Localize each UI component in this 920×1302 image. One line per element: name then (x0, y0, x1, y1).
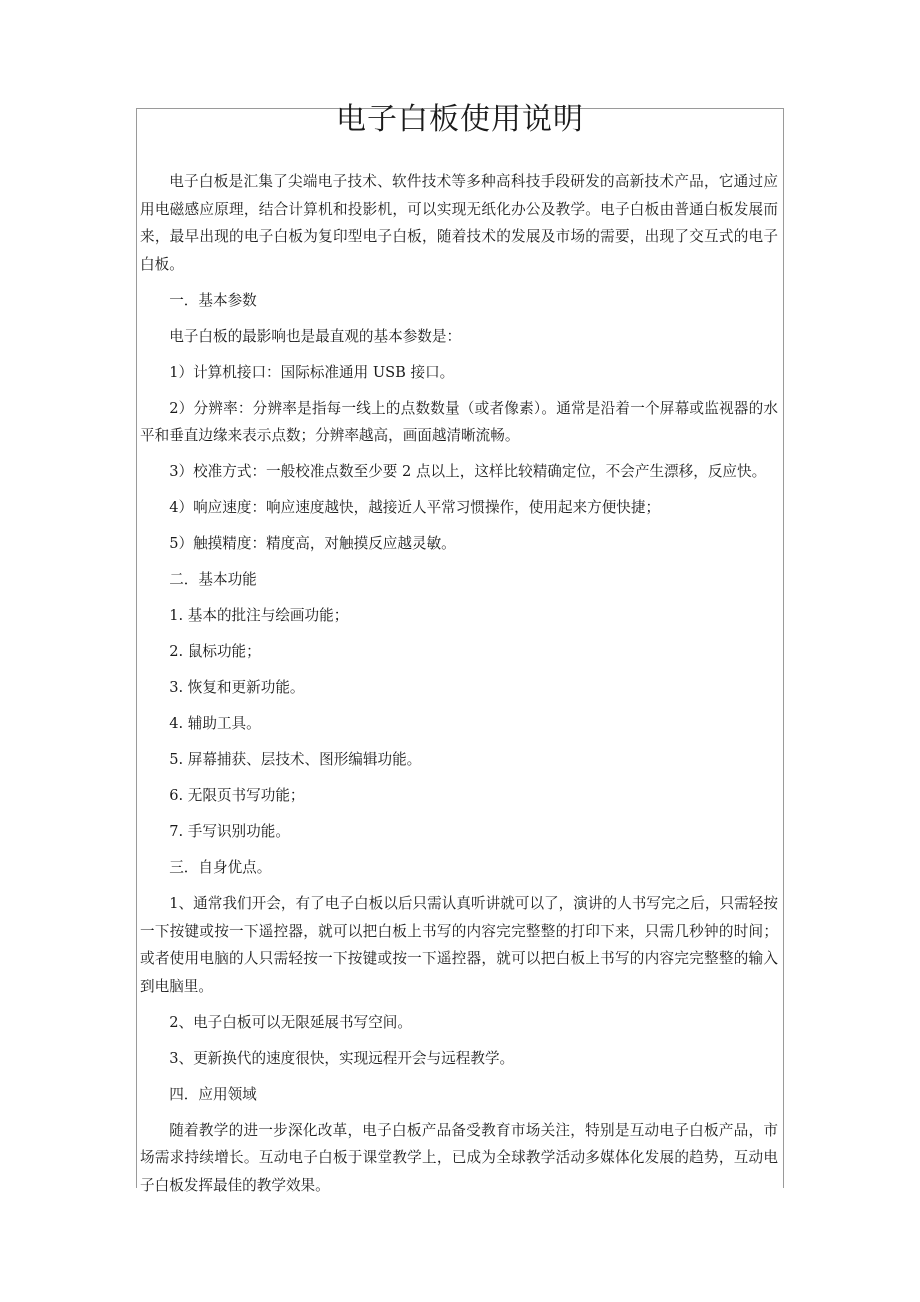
document-title: 电子白板使用说明 (336, 102, 584, 137)
list-item: 5）触摸精度：精度高，对触摸反应越灵敏。 (169, 535, 456, 552)
list-item: 2、电子白板可以无限延展书写空间。 (169, 1013, 412, 1031)
paragraph: 电子白板的最影响也是最直观的基本参数是： (169, 327, 462, 345)
list-item: 5. 屏幕捕获、层技术、图形编辑功能。 (169, 751, 422, 768)
intro-paragraph: 电子白板是汇集了尖端电子技术、软件技术等多种高科技手段研发的高新技术产品，它通过应用电磁感应原理，结合计算机和投影机，可以实现无纸化办公及教学。电子白板由普通白板发展而来，最早出现的电子白板为复印型电子白板，随着技术的发展及市场的需要，出现了交互式的电子白板。 (140, 173, 778, 273)
list-item: 1. 基本的批注与绘画功能； (169, 607, 349, 624)
document-body (140, 168, 782, 1208)
list-item: 1）计算机接口：国际标准通用 USB 接口。 (169, 363, 455, 381)
list-item: 1、通常我们开会，有了电子白板以后只需认真听讲就可以了，演讲的人书写完之后，只需轻按一下按键或按一下遥控器，就可以把白板上书写的内容完完整整的打印下来，只需几秒钟的时间；或者使用电脑的人只需轻按一下按键或按一下遥控器，就可以把白板上书写的内容完完整整的输入到电脑里。 (140, 895, 778, 995)
list-item: 6. 无限页书写功能； (169, 787, 305, 804)
section-heading-advantages: 三．自身优点。 (169, 859, 272, 876)
paragraph: 随着教学的进一步深化改革，电子白板产品备受教育市场关注，特别是互动电子白板产品，市场需求持续增长。互动电子白板于课堂教学上，已成为全球教学活动多媒体化发展的趋势，互动电子白板发挥最佳的教学效果。 (140, 1121, 778, 1194)
section-heading-applications: 四．应用领域 (169, 1085, 257, 1103)
list-item: 4）响应速度：响应速度越快，越接近人平常习惯操作，使用起来方便快捷； (169, 499, 661, 516)
list-item: 3、更新换代的速度很快，实现远程开会与远程教学。 (169, 1049, 515, 1067)
list-item: 3. 恢复和更新功能。 (169, 679, 305, 696)
section-heading-basic-functions: 二．基本功能 (169, 571, 257, 588)
list-item: 3）校准方式：一般校准点数至少要 2 点以上，这样比较精确定位，不会产生漂移，反应快。 (169, 463, 767, 480)
list-item: 2）分辨率：分辨率是指每一线上的点数数量（或者像素）。通常是沿着一个屏幕或监视器的水平和垂直边缘来表示点数；分辨率越高，画面越清晰流畅。 (140, 399, 778, 444)
list-item: 7. 手写识别功能。 (169, 823, 290, 840)
list-item: 2. 鼠标功能； (169, 643, 261, 660)
list-item: 4. 辅助工具。 (169, 715, 261, 732)
section-heading-basic-params: 一．基本参数 (169, 291, 257, 309)
